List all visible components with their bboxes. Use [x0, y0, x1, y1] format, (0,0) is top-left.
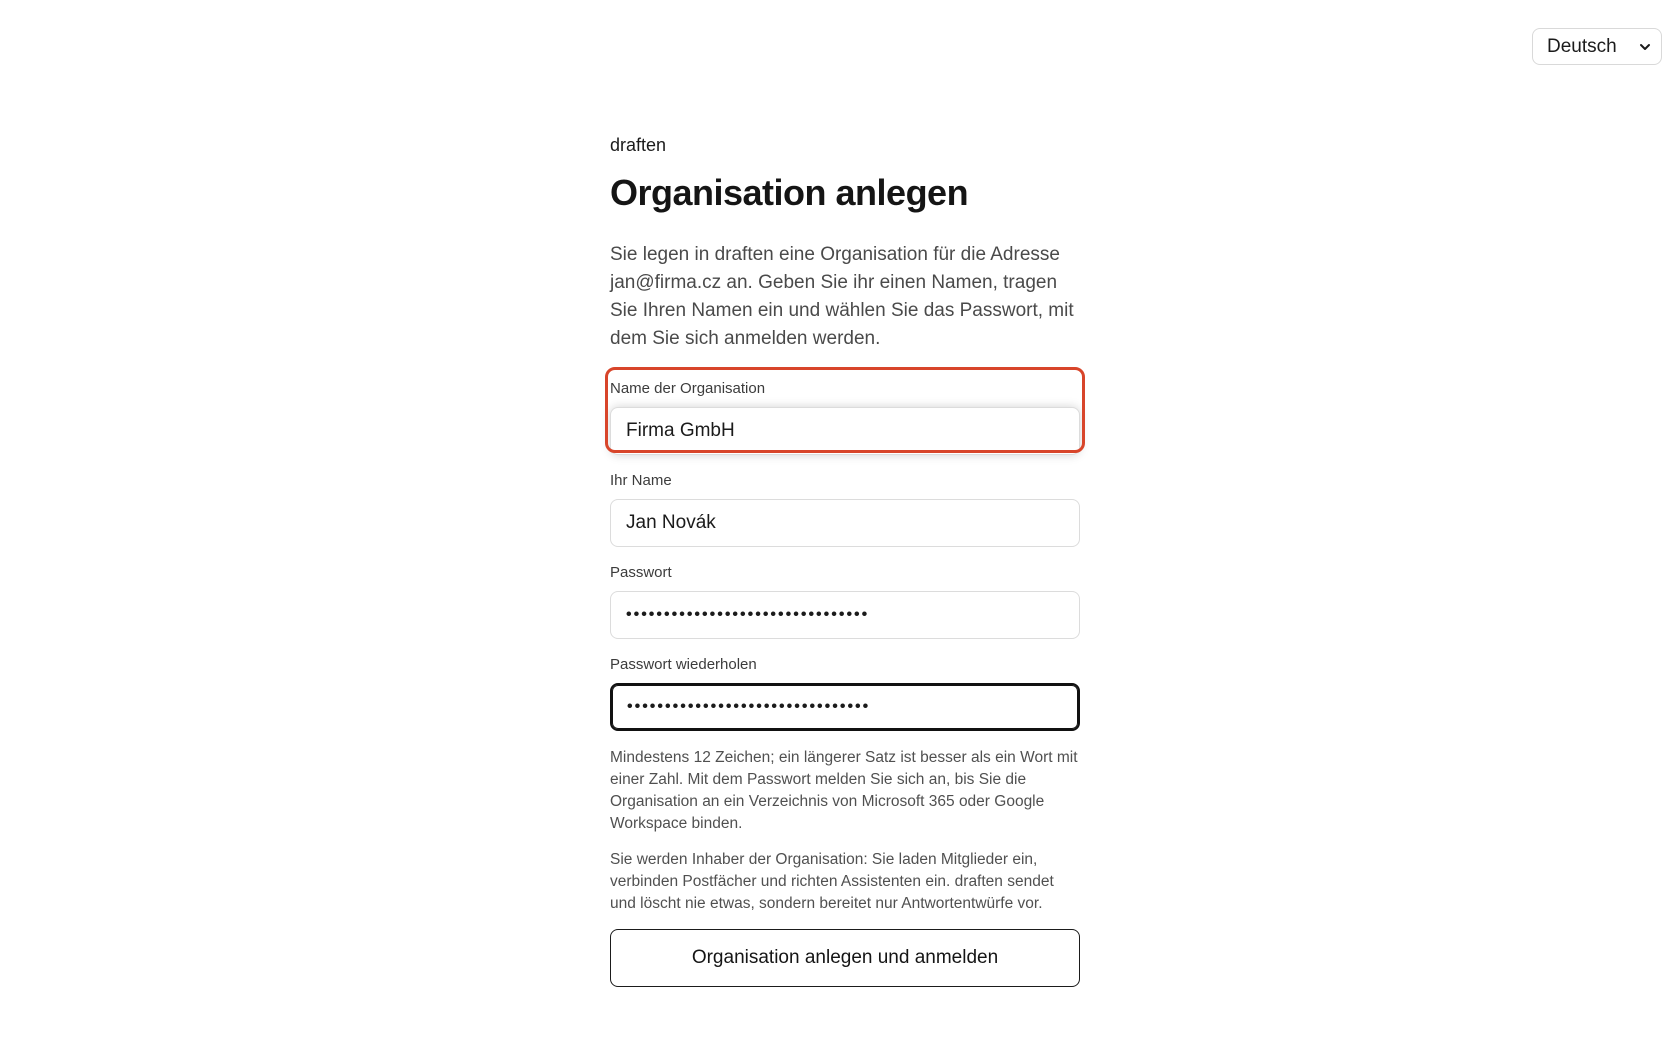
- password-label: Passwort: [610, 564, 672, 581]
- create-organisation-button[interactable]: Organisation anlegen und anmelden: [610, 929, 1080, 987]
- language-select-value: Deutsch: [1547, 35, 1617, 57]
- page-title: Organisation anlegen: [610, 172, 969, 213]
- your-name-label: Ihr Name: [610, 472, 672, 489]
- password-field: [610, 563, 1080, 639]
- org-name-input[interactable]: Firma GmbH: [610, 407, 1080, 455]
- your-name-field: [610, 471, 1080, 547]
- your-name-input[interactable]: Jan Novák: [610, 499, 1080, 547]
- intro-text: Sie legen in draften eine Organisation für die Adresse jan@firma.cz an. Geben Sie ihr einen Namen, tragen Sie Ihren Namen ein und wählen Sie das Passwort, mit dem Sie sich anmelden werden.: [610, 244, 1074, 349]
- password-help-text: Mindestens 12 Zeichen; ein längerer Satz ist besser als ein Wort mit einer Zahl. Mit dem Passwort melden Sie sich an, bis Sie die Organisation an ein Verzeichnis von Microsoft 365 oder Google Workspace binden.: [610, 749, 1078, 832]
- language-select[interactable]: [1532, 28, 1662, 65]
- brand-name: draften: [610, 135, 667, 155]
- password-repeat-label: Passwort wiederholen: [610, 656, 757, 673]
- signup-form: [610, 133, 1080, 987]
- owner-help-text: Sie werden Inhaber der Organisation: Sie laden Mitglieder ein, verbinden Postfächer und richten Assistenten ein. draften sendet und löscht nie etwas, sondern bereitet nur Antwortentwürfe vor.: [610, 851, 1054, 912]
- password-repeat-input[interactable]: ••••••••••••••••••••••••••••••••: [610, 683, 1080, 731]
- org-name-label: Name der Organisation: [610, 380, 766, 397]
- org-name-field: [610, 379, 1080, 455]
- password-repeat-field: [610, 655, 1080, 731]
- chevron-down-icon: [1639, 41, 1651, 53]
- password-input[interactable]: ••••••••••••••••••••••••••••••••: [610, 591, 1080, 639]
